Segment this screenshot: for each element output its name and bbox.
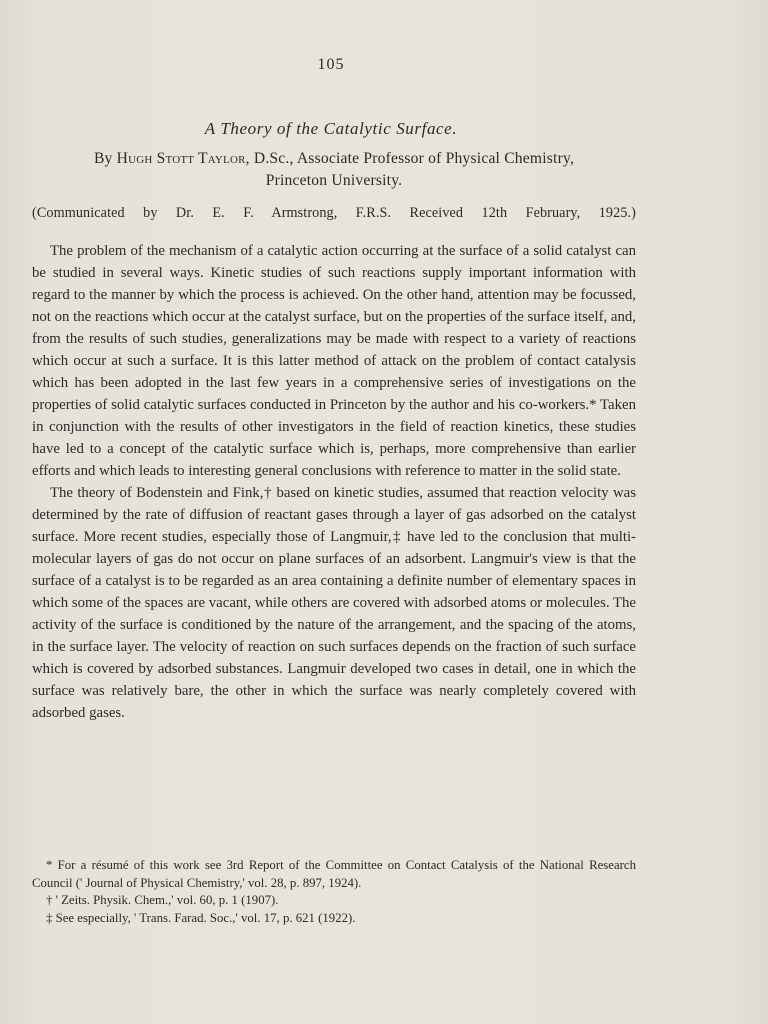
- communicated-line: (Communicated by Dr. E. F. Armstrong, F.R.S. Received 12th February, 1925.): [32, 205, 636, 221]
- paragraph: The problem of the mechanism of a catalytic action occurring at the surface of a solid catalyst can be studied in several ways. Kinetic studies of such reactions supply important information with regard to the manner by which the process is achieved. On the other hand, attention may be focussed, not on the reactions which occur at the catalyst surface, but on the properties of the surface itself, and, from the results of such studies, generalizations may be made with respect to a variety of reactions which occur at such a surface. It is this latter method of attack on the problem of contact catalysis which has been adopted in the last few years in a comprehensive series of investigations on the properties of solid catalytic surfaces conducted in Princeton by the author and his co-workers.* Taken in conjunction with the results of other investigators in the field of reaction kinetics, these studies have led to a concept of the catalytic surface which is, perhaps, more comprehensive than earlier efforts and which leads to interesting general conclusions with reference to matter in the solid state.: [32, 243, 636, 479]
- author-institution: Princeton University.: [265, 172, 403, 189]
- page-number: 105: [317, 56, 345, 73]
- author-name: Hugh Stott Taylor: [116, 150, 246, 167]
- article-title: A Theory of the Catalytic Surface.: [204, 119, 458, 138]
- footnote: † ' Zeits. Physik. Chem.,' vol. 60, p. 1 (1907).: [46, 893, 279, 907]
- paragraph: The theory of Bodenstein and Fink,† based on kinetic studies, assumed that reaction velocity was determined by the rate of diffusion of reactant gases through a layer of gas adsorbed on the catalyst surface. More recent studies, especially those of Langmuir,‡ have led to the conclusion that multi-molecular layers of gas do not occur on plane surfaces of an adsorbent. Langmuir's view is that the surface of a catalyst is to be regarded as an area containing a definite number of elementary spaces in which some of the spaces are vacant, while others are covered with adsorbed atoms or molecules. The activity of the surface is conditioned by the nature of the arrangement, and the spacing of the atoms, in the surface layer. The velocity of reaction on such surfaces depends on the fraction of such surface which is covered by adsorbed substances. Langmuir developed two cases in detail, one in which the surface was relatively bare, the other in which the surface was nearly completely covered with adsorbed gases.: [32, 485, 636, 721]
- footnotes: [32, 857, 636, 927]
- article-body: [32, 240, 636, 724]
- footnote: ‡ See especially, ' Trans. Farad. Soc.,' vol. 17, p. 621 (1922).: [46, 910, 356, 925]
- byline-by: By: [93, 150, 113, 167]
- byline: [32, 148, 636, 192]
- footnote: * For a résumé of this work see 3rd Report of the Committee on Contact Catalysis of the National Research Council (' Journal of Physical Chemistry,' vol. 28, p. 897, 1924).: [32, 858, 636, 890]
- author-credentials: , D.Sc., Associate Professor of Physical Chemistry,: [245, 150, 575, 167]
